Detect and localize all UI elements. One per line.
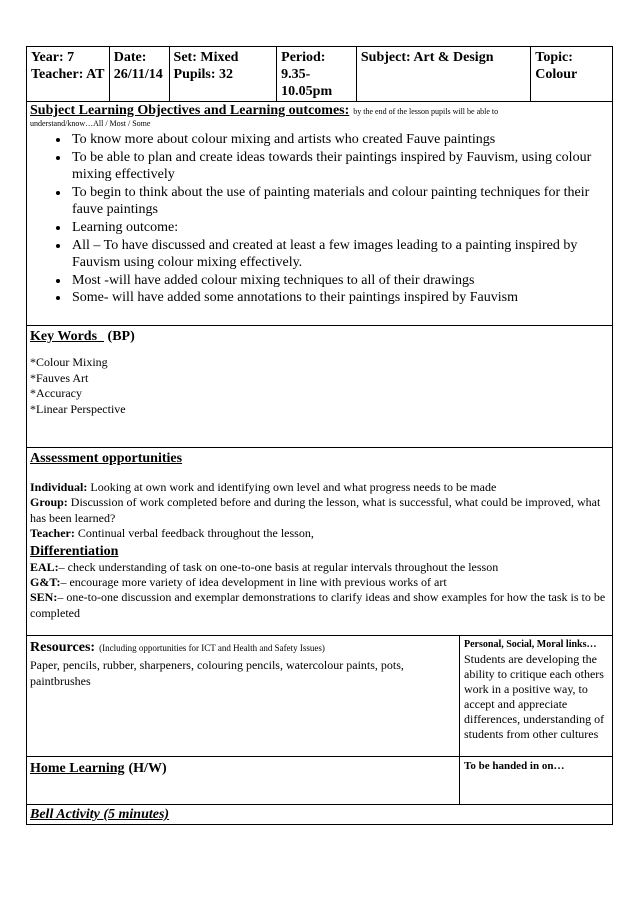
objectives-heading: Subject Learning Objectives and Learning outcomes:	[30, 103, 350, 118]
keyword-item: *Fauves Art	[30, 370, 89, 385]
list-item: • To know more about colour mixing and artists who created Fauve paintings	[70, 131, 609, 149]
group-line: Group: Discussion of work completed before and during the lesson, what is successful, what could be improved, what has been learned?	[30, 495, 601, 525]
keyword-item: *Linear Perspective	[30, 401, 126, 416]
keywords-heading: Key Words	[30, 329, 98, 344]
keywords-list	[30, 355, 609, 417]
home-cell	[26, 757, 459, 805]
objectives-list	[30, 131, 609, 307]
subject-cell: Subject: Art & Design	[357, 47, 531, 101]
objectives-subnote-1: by the end of the lesson pupils will be able to	[353, 107, 499, 116]
resources-text: Paper, pencils, rubber, sharpeners, colouring pencils, watercolour paints, pots, paintbrushes	[30, 658, 404, 688]
list-item: • To begin to think about the use of painting materials and colour painting techniques for their fauve paintings	[70, 184, 609, 219]
home-row	[26, 757, 613, 805]
list-item: • Learning outcome:	[70, 219, 609, 237]
individual-line: Individual: Looking at own work and identifying own level and what progress needs to be made	[30, 480, 497, 494]
eal-line: EAL:– check understanding of task on one-to-one basis at regular intervals throughout the lesson	[30, 559, 499, 574]
topic-cell: Topic: Colour	[535, 50, 578, 82]
psm-cell	[459, 636, 613, 757]
list-item: • All – To have discussed and created at least a few images leading to a painting inspired by Fauvism using colour mixing effectively.	[70, 237, 609, 272]
lesson-plan	[26, 46, 613, 825]
list-item: • Some- will have added some annotations to their paintings inspired by Fauvism	[70, 289, 609, 307]
psm-heading: Personal, Social, Moral links…	[464, 639, 597, 650]
keyword-item: *Colour Mixing	[30, 355, 108, 369]
set-pupils-cell: Set: Mixed Pupils: 32	[170, 47, 278, 101]
resources-cell: Resources: (Including opportunities for ICT and Health and Safety Issues) Paper, pencils, rubber, sharpeners, colouring pencils, watercolour paints, pots, paintbrushes	[26, 636, 459, 757]
header-row	[26, 46, 613, 102]
psm-text: Students are developing the ability to critique each others work in a positive way, to accept and appreciate differences, understanding of students from other cultures	[464, 652, 605, 741]
list-item: • Most -will have added colour mixing techniques to all of their drawings	[70, 272, 609, 290]
objectives-subnote-2: understand/know…All / Most / Some	[30, 119, 151, 128]
period-cell: Period: 9.35-10.05pm	[277, 47, 357, 101]
gt-line: G&T:– encourage more variety of idea development in line with previous works of art	[30, 575, 447, 590]
keywords-section	[26, 326, 613, 448]
assessment-section	[26, 448, 613, 636]
teacher-line: Teacher: Continual verbal feedback throughout the lesson,	[30, 526, 314, 541]
assessment-heading: Assessment opportunities	[30, 451, 183, 466]
handed-in-cell	[459, 757, 613, 805]
resources-note: (Including opportunities for ICT and Health and Safety Issues)	[99, 643, 325, 653]
home-suffix: (H/W)	[128, 761, 167, 776]
resources-row	[26, 636, 613, 757]
resources-heading: Resources	[30, 640, 91, 655]
year-teacher-cell: Year: 7 Teacher: AT	[27, 47, 110, 101]
sen-line: SEN:– one-to-one discussion and exemplar demonstrations to clarify ideas and show examples for how the task is to be completed	[30, 590, 606, 620]
keywords-suffix: (BP)	[107, 329, 135, 344]
home-heading: Home Learning	[30, 761, 125, 776]
bell-section	[26, 805, 613, 825]
keyword-item: *Accuracy	[30, 386, 82, 400]
date-cell: Date: 26/11/14	[110, 47, 170, 101]
handed-in-label: To be handed in on…	[464, 760, 565, 772]
differentiation-heading: Differentiation	[30, 543, 119, 559]
objectives-section	[26, 102, 613, 326]
list-item: • To be able to plan and create ideas towards their paintings inspired by Fauvism, using colour mixing effectively	[70, 149, 609, 184]
bell-heading: Bell Activity (5 minutes)	[30, 807, 170, 822]
